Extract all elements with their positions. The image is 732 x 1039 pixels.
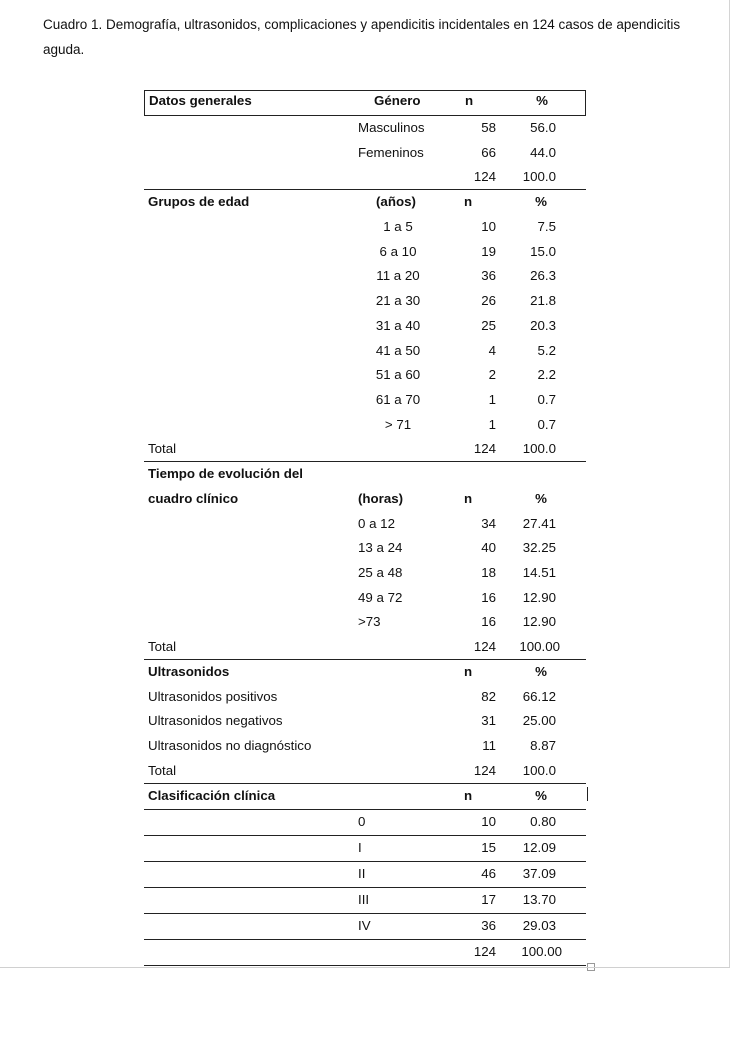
- clinical-row-n: 15: [481, 839, 496, 855]
- age-pct-header: %: [535, 194, 547, 210]
- clinical-row-label: III: [358, 891, 370, 907]
- table-row: [144, 862, 586, 888]
- general-header-row: [144, 90, 586, 116]
- ultrasound-rows: [144, 685, 586, 759]
- general-pct-header: %: [536, 93, 548, 108]
- table-row: [144, 363, 586, 388]
- evolution-row-pct: 27.41: [522, 515, 556, 531]
- evolution-header-row: [144, 487, 586, 512]
- age-row-label: 11 a 20: [376, 268, 420, 284]
- evolution-total-pct: 100.00: [519, 639, 560, 655]
- ultrasound-n-header: n: [463, 664, 473, 680]
- age-row-n: 1: [488, 416, 496, 432]
- table-row: [144, 810, 586, 836]
- age-row-pct: 26.3: [530, 268, 556, 284]
- evolution-row-pct: 14.51: [522, 565, 556, 580]
- clinical-row-pct: 29.03: [522, 917, 556, 933]
- general-col-label: Género: [374, 93, 421, 108]
- age-row-pct: 0.7: [537, 391, 556, 407]
- ultrasound-row-pct: 25.00: [522, 713, 556, 729]
- evolution-total-row: [144, 635, 586, 660]
- table-row: [144, 610, 586, 635]
- age-row-label: 6 a 10: [379, 243, 417, 259]
- age-row-pct: 0.7: [537, 416, 556, 432]
- ultrasound-row-label: Ultrasonidos positivos: [148, 688, 278, 704]
- evolution-rows: [144, 512, 586, 635]
- evolution-row-n: 34: [481, 515, 496, 531]
- age-total-label: Total: [148, 441, 177, 457]
- ultrasound-row-label: Ultrasonidos no diagnóstico: [148, 738, 312, 754]
- evolution-row-n: 18: [481, 565, 496, 580]
- evolution-title-line2: cuadro clínico: [148, 490, 239, 506]
- table-row: [144, 836, 586, 862]
- demographics-table: [144, 90, 586, 966]
- table-row: [144, 264, 586, 289]
- clinical-row-pct: 13.70: [522, 891, 556, 907]
- age-total-pct: 100.0: [522, 441, 556, 457]
- evolution-row-label: 0 a 12: [358, 515, 395, 531]
- age-row-pct: 21.8: [530, 293, 556, 309]
- general-row-pct: 44.0: [530, 144, 556, 160]
- evolution-row-label: 13 a 24: [358, 540, 403, 556]
- age-row-n: 4: [488, 342, 496, 358]
- age-title: Grupos de edad: [148, 194, 250, 210]
- general-total-n: 124: [473, 169, 496, 185]
- table-row: [144, 561, 586, 586]
- general-row-n: 66: [481, 144, 496, 160]
- age-row-pct: 20.3: [530, 317, 556, 333]
- age-row-n: 19: [481, 243, 496, 259]
- table-row: [144, 536, 586, 561]
- age-row-label: 51 a 60: [375, 367, 421, 383]
- evolution-total-label: Total: [148, 639, 177, 655]
- age-rows: [144, 215, 586, 437]
- table-row: [144, 709, 586, 734]
- clinical-row-n: 36: [481, 917, 496, 933]
- table-row: [144, 586, 586, 611]
- general-total-pct: 100.0: [522, 169, 556, 185]
- ultrasound-row-n: 82: [481, 688, 496, 704]
- clinical-row-pct: 37.09: [522, 865, 556, 881]
- age-row-label: 1 a 5: [383, 219, 413, 235]
- evolution-title-row: [144, 462, 586, 487]
- evolution-title-line1: Tiempo de evolución del: [148, 466, 303, 482]
- ultrasound-row-pct: 66.12: [522, 688, 556, 704]
- general-row-label: Femeninos: [358, 144, 424, 160]
- general-row-pct: 56.0: [530, 120, 556, 135]
- table-row: [144, 116, 586, 141]
- table-row: [144, 512, 586, 537]
- clinical-title: Clasificación clínica: [148, 787, 276, 803]
- age-row-label: > 71: [384, 416, 412, 432]
- ultrasound-total-label: Total: [148, 762, 177, 778]
- evolution-row-pct: 32.25: [522, 540, 556, 556]
- general-row-label: Masculinos: [358, 120, 425, 135]
- evolution-pct-header: %: [535, 490, 547, 506]
- clinical-row-label: II: [358, 865, 366, 881]
- table-row: [144, 165, 586, 190]
- table-row: [144, 141, 586, 166]
- age-row-label: 41 a 50: [375, 342, 421, 358]
- evolution-row-n: 40: [481, 540, 496, 556]
- ultrasound-total-pct: 100.0: [522, 762, 556, 778]
- ultrasound-row-n: 31: [481, 713, 496, 729]
- evolution-col-label: (horas): [358, 490, 404, 506]
- page-bottom-edge: [0, 967, 730, 968]
- evolution-row-label: >73: [358, 614, 381, 630]
- ultrasound-total-n: 124: [473, 762, 496, 778]
- table-row: [144, 413, 586, 438]
- ultrasound-row-pct: 8.87: [530, 738, 556, 754]
- clinical-total-pct: 100.00: [521, 943, 562, 959]
- ultrasound-row-n: 11: [482, 738, 496, 754]
- table-row: [144, 314, 586, 339]
- evolution-row-n: 16: [481, 589, 496, 605]
- ultrasound-row-label: Ultrasonidos negativos: [148, 713, 283, 729]
- evolution-row-label: 49 a 72: [358, 589, 403, 605]
- clinical-row-pct: 0.80: [530, 813, 556, 829]
- age-row-pct: 7.5: [537, 219, 556, 235]
- table-row: [144, 215, 586, 240]
- clinical-n-header: n: [463, 787, 473, 803]
- clinical-total-row: [144, 940, 586, 966]
- age-row-n: 26: [481, 293, 496, 309]
- ultrasound-title: Ultrasonidos: [148, 664, 230, 680]
- table-row: [144, 240, 586, 265]
- general-row-n: 58: [481, 120, 496, 135]
- age-row-label: 31 a 40: [375, 317, 421, 333]
- ultrasound-total-row: [144, 759, 586, 784]
- table-caption: Cuadro 1. Demografía, ultrasonidos, complicaciones y apendicitis incidentales en 124 casos de apendicitis aguda.: [43, 17, 681, 57]
- age-col-label: (años): [376, 194, 416, 210]
- clinical-row-label: IV: [358, 917, 371, 933]
- age-row-n: 25: [481, 317, 496, 333]
- clinical-rows: [144, 810, 586, 940]
- clinical-row-n: 10: [481, 813, 496, 829]
- evolution-n-header: n: [463, 490, 473, 506]
- clinical-header-row: [144, 784, 586, 810]
- age-row-n: 2: [488, 367, 496, 383]
- age-row-n: 10: [481, 219, 496, 235]
- general-title: Datos generales: [149, 93, 252, 108]
- clinical-row-pct: 12.09: [522, 839, 556, 855]
- age-row-pct: 5.2: [537, 342, 556, 358]
- evolution-row-n: 16: [481, 614, 496, 630]
- evolution-total-n: 124: [473, 639, 496, 655]
- age-header-row: [144, 190, 586, 215]
- cursor-mark: [587, 787, 588, 801]
- age-total-row: [144, 437, 586, 462]
- age-row-pct: 15.0: [530, 243, 556, 259]
- table-row: [144, 685, 586, 710]
- age-row-label: 61 a 70: [375, 391, 421, 407]
- evolution-row-pct: 12.90: [522, 589, 556, 605]
- table-row: [144, 339, 586, 364]
- age-row-n: 1: [488, 391, 496, 407]
- table-row: [144, 388, 586, 413]
- evolution-row-label: 25 a 48: [358, 565, 403, 580]
- general-n-header: n: [464, 93, 474, 108]
- table-row: [144, 914, 586, 940]
- age-n-header: n: [463, 194, 473, 210]
- clinical-row-label: 0: [358, 813, 366, 829]
- age-row-label: 21 a 30: [375, 293, 421, 309]
- clinical-row-n: 17: [481, 891, 496, 907]
- clinical-total-n: 124: [473, 943, 496, 959]
- ultrasound-header-row: [144, 660, 586, 685]
- clinical-pct-header: %: [535, 787, 547, 803]
- table-row: [144, 289, 586, 314]
- age-row-pct: 2.2: [537, 367, 556, 383]
- age-row-n: 36: [481, 268, 496, 284]
- age-total-n: 124: [473, 441, 496, 457]
- table-row: [144, 734, 586, 759]
- ultrasound-pct-header: %: [535, 664, 547, 680]
- clinical-row-label: I: [358, 839, 362, 855]
- table-row: [144, 888, 586, 914]
- evolution-row-pct: 12.90: [522, 614, 556, 630]
- clinical-row-n: 46: [481, 865, 496, 881]
